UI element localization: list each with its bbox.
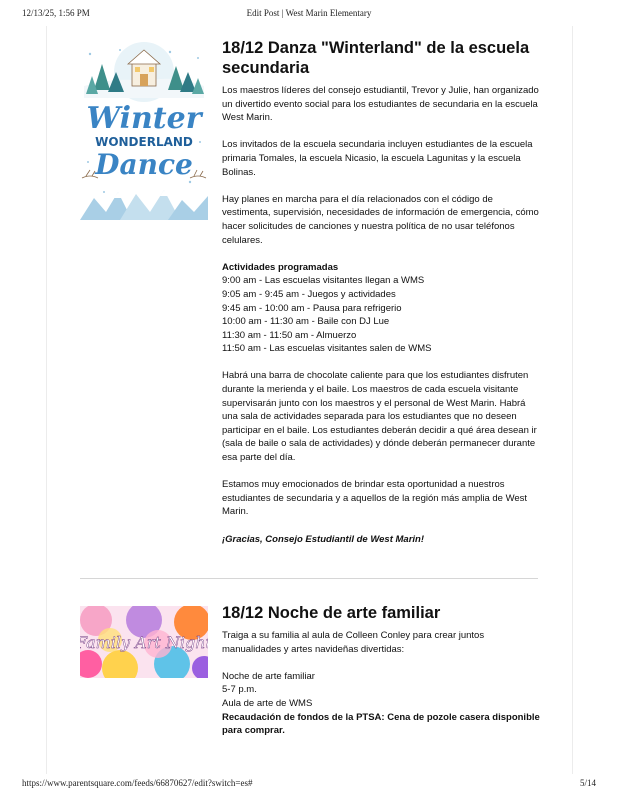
paragraph-guests: Los invitados de la escuela secundaria incluyen estudiantes de la escuela primaria Tomales, la escuela Nicasio, la escuela Lagunitas y la escuela Bolinas. [222, 139, 533, 178]
event-detail: Aula de arte de WMS [222, 697, 313, 709]
schedule-item: 9:05 am - 9:45 am - Juegos y actividades [222, 288, 396, 300]
event-details [222, 670, 540, 738]
paragraph-hot-chocolate: Habrá una barra de chocolate caliente para que los estudiantes disfruten durante la merienda y el baile. Los maestros de cada escuela visitante supervisarán junto con los maestros y el personal de West Marin. Habrá una sala de actividades separada para los estudiantes que no deseen participar en el baile. Los estudiantes deberán decidir a qué área desean ir (sala de baile o sala de actividades) y dónde deberán permanecer durante esa parte del día. [222, 370, 537, 464]
family-art-night-image [80, 606, 208, 678]
frame-border-left [46, 26, 47, 774]
page-number: 5/14 [579, 778, 596, 788]
schedule-heading: Actividades programadas [222, 261, 339, 273]
post-divider [80, 578, 538, 579]
wonderland-lettering: WONDERLAND [95, 135, 193, 149]
winter-lettering: Winter [86, 101, 202, 136]
schedule [222, 261, 540, 356]
print-header [22, 8, 596, 20]
post-body [222, 38, 540, 546]
frame-border-right [572, 26, 573, 774]
schedule-item: 10:00 am - 11:30 am - Baile con DJ Lue [222, 316, 390, 328]
print-url: https://www.parentsquare.com/feeds/66870627/edit?switch=es# [22, 778, 253, 788]
paragraph-invite: Traiga a su familia al aula de Colleen Conley para crear juntos manualidades y artes navideñas divertidas: [222, 630, 485, 655]
schedule-item: 11:30 am - 11:50 am - Almuerzo [222, 329, 357, 341]
paragraph-plans: Hay planes en marcha para el día relacionados con el código de vestimenta, supervisión, necesidades de información de emergencia, cómo hacer solicitudes de canciones y nuestra política de no usar teléfonos celulares. [222, 193, 539, 246]
schedule-item: 9:00 am - Las escuelas visitantes llegan a WMS [222, 275, 425, 287]
print-footer [22, 778, 596, 790]
event-detail: Noche de arte familiar [222, 670, 315, 682]
post-body [222, 603, 540, 738]
post-title: 18/12 Danza "Winterland" de la escuela secundaria [222, 39, 530, 77]
family-art-night-lettering: Family Art Night [80, 633, 208, 652]
print-page-title: Edit Post | West Marin Elementary [246, 8, 372, 18]
fundraiser-note: Recaudación de fondos de la PTSA: Cena de pozole casera disponible para comprar. [222, 711, 540, 737]
schedule-item: 9:45 am - 10:00 am - Pausa para refrigerio [222, 302, 402, 314]
schedule-item: 11:50 am - Las escuelas visitantes salen de WMS [222, 343, 432, 355]
paragraph-organizers: Los maestros líderes del consejo estudiantil, Trevor y Julie, han organizado un divertido evento social para los estudiantes de secundaria en la escuela West Marin. [222, 85, 539, 124]
paragraph-closing: Estamos muy emocionados de brindar esta oportunidad a nuestros estudiantes de secundaria y a aquellos de la región más amplia de West Marin. [222, 479, 528, 518]
dance-lettering: Dance [95, 148, 193, 181]
event-detail: 5-7 p.m. [222, 684, 257, 696]
print-date: 12/13/25, 1:56 PM [22, 8, 90, 18]
thanks-signature: ¡Gracias, Consejo Estudiantil de West Marin! [222, 533, 425, 545]
post-title: 18/12 Noche de arte familiar [222, 604, 441, 622]
winter-wonderland-dance-image [80, 42, 208, 220]
